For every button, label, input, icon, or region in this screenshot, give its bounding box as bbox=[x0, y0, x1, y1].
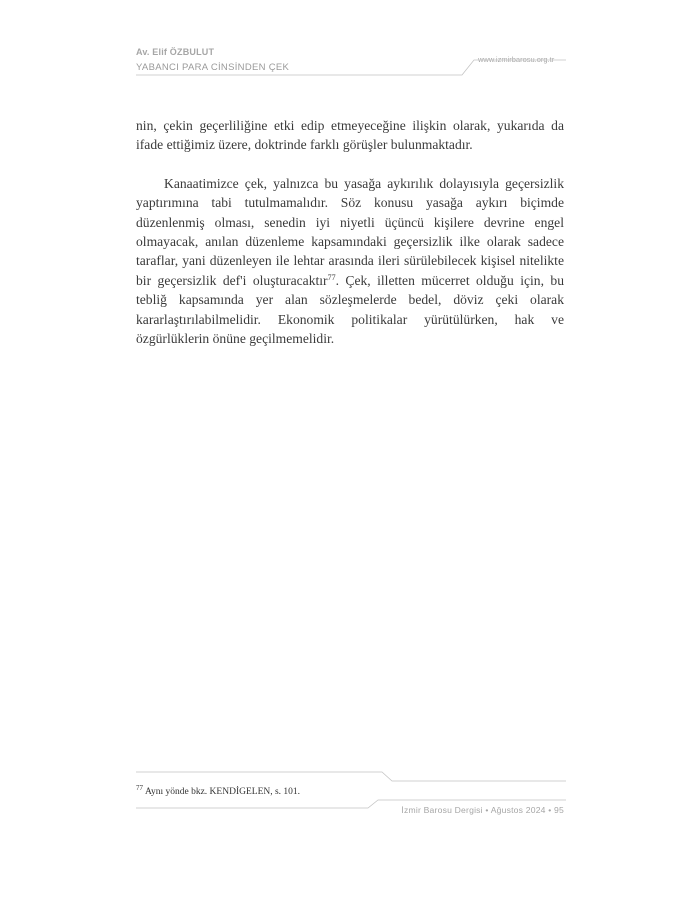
paragraph-1: nin, çekin geçerliliğine etki edip etmeyeceğine ilişkin olarak, yukarıda da ifade ettiğimiz üzere, doktrinde farklı görüşler bulunmaktadır. bbox=[136, 118, 564, 153]
footnote-text: Aynı yönde bkz. KENDİGELEN, s. 101. bbox=[145, 787, 301, 797]
header-divider bbox=[136, 57, 566, 77]
footnote bbox=[136, 784, 300, 797]
paragraph-2-text-end: . Çek, illetten mücerret olduğu için, bu tebliğ kapsamında yer alan sözleşmelerde bedel, döviz çeki olarak kararlaştırılabilmelidir. Ekonomik politikalar yürütülürken, hak ve özgürlüklerin önüne geçilmemelidir. bbox=[136, 272, 564, 347]
author-name: Av. Elif ÖZBULUT bbox=[136, 47, 215, 57]
body-text bbox=[136, 116, 564, 348]
website-link[interactable]: www.izmirbarosu.org.tr bbox=[478, 55, 555, 64]
footnote-divider bbox=[136, 770, 566, 784]
article-title: YABANCI PARA CİNSİNDEN ÇEK bbox=[136, 62, 290, 73]
footnote-number: 77 bbox=[136, 784, 143, 792]
paragraph-2 bbox=[136, 174, 564, 349]
paragraph-2-text-start: Kanaatimizce çek, yalnızca bu yasağa aykırılık dolayısıyla geçersizlik yaptırımına tabi tutulmamalıdır. Söz konusu yasağa aykırı biçimde düzenlenmiş olması, senedin iyi niyetli üçüncü kişilere devrine engel olmayacak, anılan düzenleme kapsamındaki geçersizlik ilke olarak sadece taraflar, yani düzenleyen ile lehtar arasında ileri sürülebilecek kişisel nitelikte bir geçersizlik def'i oluşturacaktır bbox=[136, 175, 564, 288]
footer-journal-info: İzmir Barosu Dergisi • Ağustos 2024 • 95 bbox=[401, 805, 564, 815]
footnote-reference[interactable]: 77 bbox=[327, 272, 336, 282]
